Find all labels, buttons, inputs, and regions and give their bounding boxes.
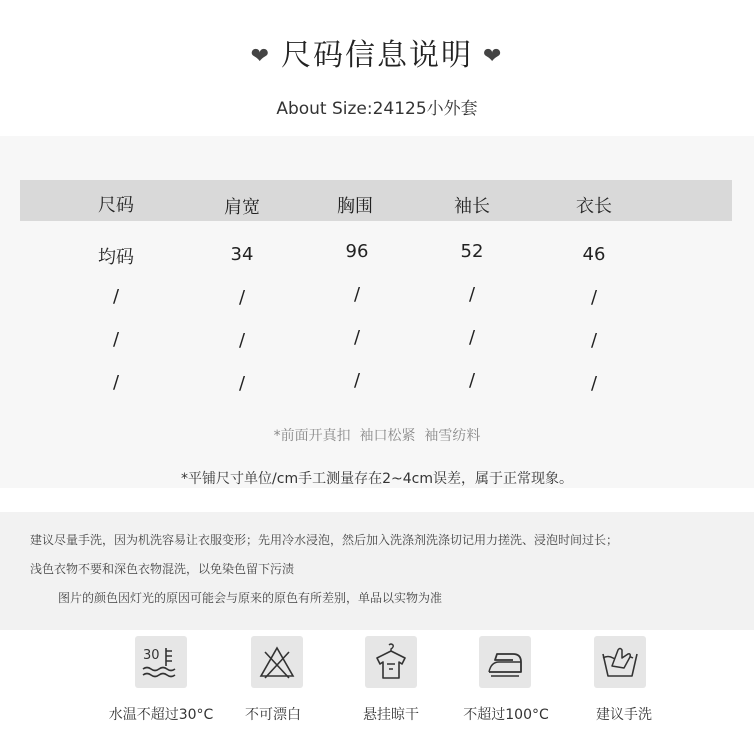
page-title-text: 尺码信息说明: [281, 38, 473, 73]
column-header-sleeve: 袖长: [454, 196, 490, 217]
table-cell: 96: [345, 241, 369, 262]
table-cell: /: [468, 370, 476, 391]
table-cell: /: [590, 373, 598, 394]
column-header-size: 尺码: [98, 195, 134, 216]
care-icon-label: 建议手洗: [596, 707, 652, 723]
table-cell: /: [353, 370, 361, 391]
page-title: [0, 30, 754, 74]
table-cell: 34: [230, 244, 254, 265]
table-cell: /: [590, 330, 598, 351]
column-header-shoulder: 肩宽: [224, 197, 260, 218]
table-cell: /: [112, 286, 120, 307]
table-cell: /: [238, 373, 246, 394]
care-icon-label: 悬挂晾干: [363, 707, 419, 723]
table-cell: /: [112, 329, 120, 350]
table-cell: 均码: [98, 247, 134, 268]
table-cell: 52: [460, 241, 484, 262]
detail-note: *前面开真扣 袖口松紧 袖雪纺料: [273, 428, 481, 444]
table-cell: /: [112, 372, 120, 393]
table-cell: /: [468, 284, 476, 305]
care-text-line: 浅色衣物不要和深色衣物混洗，以免染色留下污渍: [30, 562, 295, 576]
temp-badge: 30: [143, 648, 160, 663]
column-header-chest: 胸围: [337, 196, 373, 217]
water-temp-30-icon: [135, 636, 187, 688]
table-cell: /: [353, 284, 361, 305]
table-cell: /: [238, 330, 246, 351]
measurement-note: *平铺尺寸单位/cm手工测量存在2~4cm误差，属于正常现象。: [181, 471, 573, 487]
page-subtitle: About Size:24125小外套: [276, 99, 478, 119]
table-cell: /: [590, 287, 598, 308]
hand-wash-icon: [594, 636, 646, 688]
no-bleach-icon: [251, 636, 303, 688]
table-cell: /: [353, 327, 361, 348]
column-header-length: 衣长: [576, 196, 612, 217]
color-disclaimer: 图片的颜色因灯光的原因可能会与原来的原色有所差别，单品以实物为准: [58, 591, 443, 605]
heart-icon: ❤: [483, 44, 504, 69]
table-cell: 46: [582, 244, 606, 265]
care-icon-label: 不可漂白: [245, 707, 301, 723]
table-cell: /: [238, 287, 246, 308]
care-text-line: 建议尽量手洗，因为机洗容易让衣服变形；先用冷水浸泡，然后加入洗涤剂洗涤切记用力搓洗、浸泡时间过长；: [30, 533, 619, 547]
care-icon-label: 水温不超过30°C: [108, 707, 214, 723]
iron-icon: [479, 636, 531, 688]
hang-dry-icon: [365, 636, 417, 688]
table-cell: /: [468, 327, 476, 348]
care-icon-label: 不超过100°C: [463, 707, 549, 723]
heart-icon: ❤: [250, 44, 271, 69]
